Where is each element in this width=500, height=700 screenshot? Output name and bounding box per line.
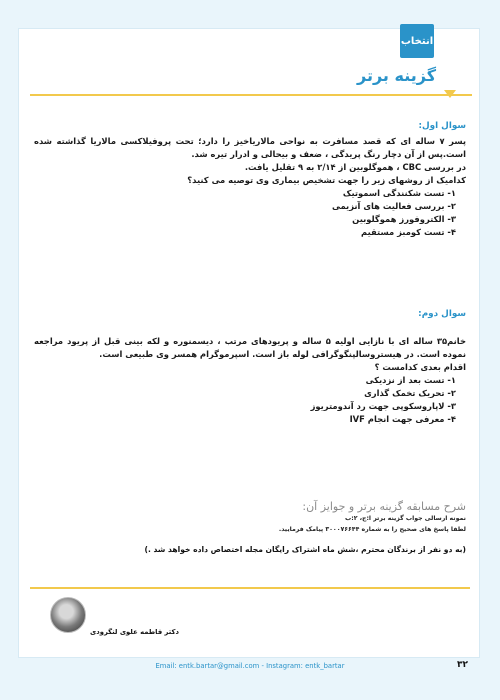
option-item: ۱- تست شکنندگی اسموتیک (342, 188, 456, 198)
question-2-line-1: اقدام بعدی کدامست ؟ (374, 362, 466, 372)
page-number: ۳۲ (457, 660, 468, 670)
option-item: ۱- تست بعد از نزدیکی (365, 375, 456, 385)
answer-title: شرح مسابقه گزینه برتر و جوایز آن: (302, 500, 466, 513)
question-2-heading: سوال دوم: (418, 309, 466, 319)
answer-section (34, 500, 466, 554)
option-item: ۳- الکتروفورز هموگلوبین (352, 214, 456, 224)
question-1-options (34, 187, 466, 239)
question-1-line-2: کدامیک از روشهای زیر را جهت تشخیص بیماری وی توصیه می کنید؟ (187, 175, 466, 185)
question-1 (34, 120, 466, 239)
magazine-logo (400, 24, 434, 58)
question-1-heading: سوال اول: (418, 121, 466, 131)
section-header (18, 60, 480, 100)
title-arrow-marker (444, 90, 456, 98)
prize-note: (به دو نفر از برندگان محترم ،شش ماه اشتراک رایگان مجله اختصاص داده خواهد شد .) (144, 545, 466, 554)
answer-sample-line: نمونه ارسالی جواب گزینه برتر ا:ج، ۲:ب (345, 515, 466, 522)
questions-content (34, 120, 466, 424)
option-item: ۲- بررسی فعالیت های آنزیمی (331, 201, 456, 211)
question-1-paragraph: پسر ۷ ساله ای که قصد مسافرت به نواحی مالاریاخیز را دارد؛ تحت پروفیلاکسی مالاریا گذاشته شده است.پس از آن دچار رنگ پریدگی ، ضعف و بیحالی و ادرار تیره شد. (34, 136, 466, 159)
title-divider (30, 94, 472, 96)
answer-sms-line: لطفا پاسخ های صحیح را به شماره ۳۰۰۰۷۶۶۴۴ پیامک فرمایید. (278, 526, 466, 533)
author-name: دکتر فاطمه علوی لنگرودی (90, 628, 179, 636)
question-1-line-1: در بررسی CBC ، هموگلوبین از ۲/۱۴ به ۹ تقلیل یافت. (244, 162, 466, 172)
option-item: ۴- معرفی جهت انجام IVF (349, 414, 456, 424)
bottom-divider (30, 587, 470, 589)
question-2 (34, 308, 466, 426)
option-item: ۳- لاپاروسکوپی جهت رد آندومتریوز (310, 401, 456, 411)
question-2-options (34, 374, 466, 426)
option-item: ۴- تست کومبز مستقیم (361, 227, 456, 237)
footer-contact[interactable]: Email: entk.bartar@gmail.com - Instagram: entk_bartar (155, 662, 345, 670)
option-item: ۲- تحریک تخمک گذاری (364, 388, 456, 398)
author-avatar (50, 597, 86, 633)
logo-text: انتخاب (400, 35, 434, 47)
question-2-paragraph: خانم۳۵ ساله ای با نازایی اولیه ۵ ساله و پریودهای مرتب ، دیسمنوره و لکه بینی قبل از پریود مراجعه نموده است. در هیستروسالپنگوگرافی لوله باز است. اسپرموگرام همسر وی طبیعی است. (34, 336, 466, 359)
page-title: گزینه برتر (357, 66, 436, 85)
